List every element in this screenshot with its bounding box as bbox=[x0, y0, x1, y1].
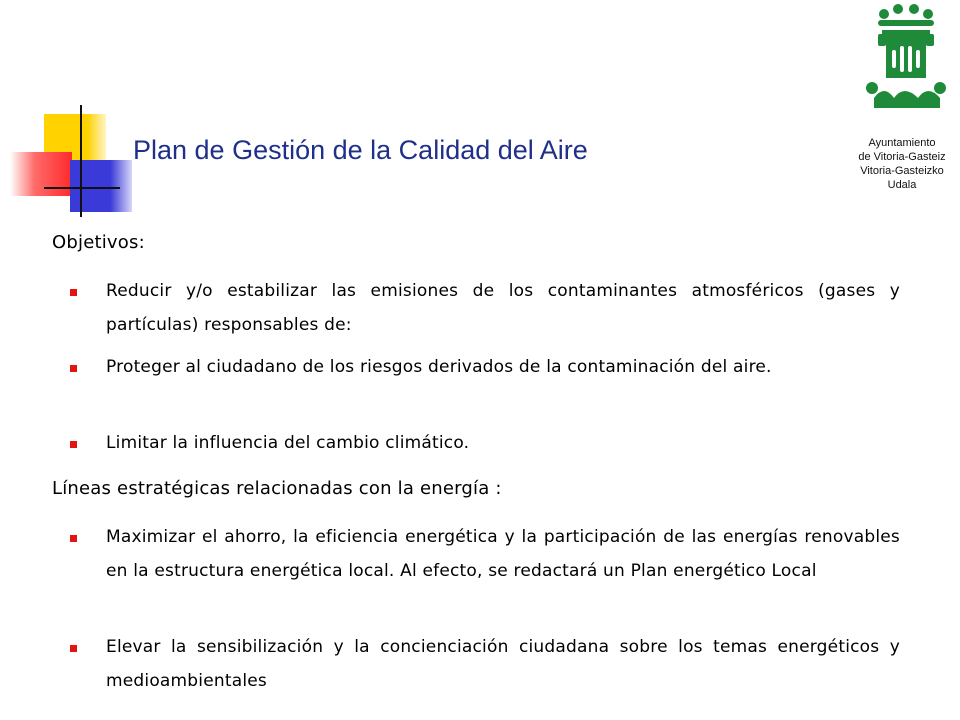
horizontal-rule bbox=[44, 187, 120, 189]
objectives-heading: Objetivos: bbox=[52, 232, 145, 253]
strategic-lines-heading: Líneas estratégicas relacionadas con la energía : bbox=[52, 478, 502, 499]
list-item-text: Maximizar el ahorro, la eficiencia energética y la participación de las energías renovables en la estructura energética local. Al efecto, se redactará un Plan energético Local bbox=[106, 527, 900, 581]
logo-caption bbox=[846, 136, 958, 192]
red-block bbox=[10, 152, 72, 196]
list-item-text: Proteger al ciudadano de los riesgos derivados de la contaminación del aire. bbox=[106, 357, 772, 377]
logo-caption-line: Ayuntamiento bbox=[868, 137, 936, 149]
list-item-text: Reducir y/o estabilizar las emisiones de los contaminantes atmosféricos (gases y partículas) responsables de: bbox=[106, 281, 900, 335]
bullet-icon bbox=[70, 645, 77, 652]
vertical-rule bbox=[80, 105, 82, 217]
bullet-icon bbox=[70, 289, 77, 296]
logo-caption-line: de Vitoria-Gasteiz bbox=[858, 151, 946, 163]
logo-caption-line: Udala bbox=[887, 179, 917, 191]
logo-caption-line: Vitoria-Gasteizko bbox=[860, 165, 944, 177]
list-item-text: Elevar la sensibilización y la concienciación ciudadana sobre los temas energéticos y medioambientales bbox=[106, 637, 900, 691]
bullet-icon bbox=[70, 365, 77, 372]
list-item-text: Limitar la influencia del cambio climático. bbox=[106, 433, 470, 453]
slide-title: Plan de Gestión de la Calidad del Aire bbox=[133, 135, 588, 165]
decorative-color-blocks bbox=[0, 0, 140, 220]
bullet-icon bbox=[70, 535, 77, 542]
bullet-icon bbox=[70, 441, 77, 448]
